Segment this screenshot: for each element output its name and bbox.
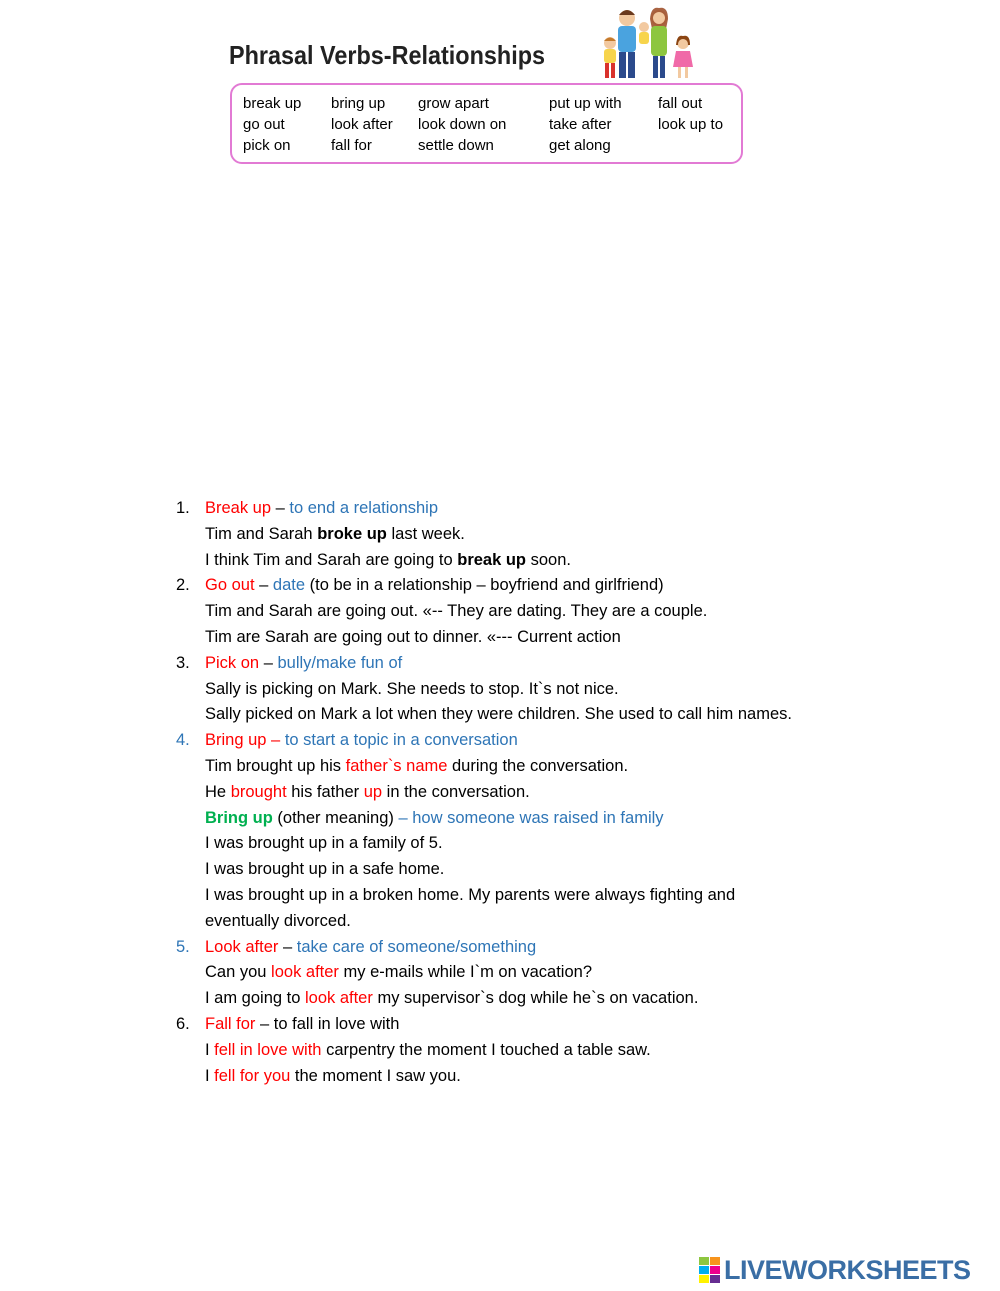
word-bank-item: look down on [418, 116, 507, 133]
word-bank-item: get along [549, 137, 611, 154]
logo-text: LIVEWORKSHEETS [724, 1254, 971, 1285]
word-bank-column [331, 93, 393, 156]
dash-separator: – [254, 576, 273, 595]
example-sentence: I was brought up in a family of 5. [205, 834, 443, 853]
definition: to start a topic in a conversation [284, 731, 518, 750]
word-bank-item: bring up [331, 95, 386, 112]
word-bank-item: put up with [549, 95, 622, 112]
example-sentence [176, 986, 876, 1012]
example-sentence: Tim are Sarah are going out to dinner. «--- Current action [205, 627, 621, 646]
definition: take care of someone/something [296, 937, 537, 956]
example-highlight: look after [304, 989, 373, 1008]
item-number: 6. [176, 1014, 190, 1033]
example-sentence [176, 522, 876, 548]
example-highlight: fell in love with [214, 1040, 322, 1059]
example-sentence: Tim and Sarah are going out. «-- They are dating. They are a couple. [205, 602, 708, 621]
word-bank-item: pick on [243, 137, 291, 154]
list-item-heading [176, 573, 876, 599]
example-text: I think Tim and Sarah are going to [205, 550, 458, 569]
example-text: soon. [526, 550, 571, 569]
example-text: Tim and Sarah [205, 524, 318, 543]
phrasal-verb-term: Bring up [205, 731, 267, 750]
example-text: I [205, 1066, 215, 1085]
example-sentence: I was brought up in a safe home. [205, 860, 445, 879]
example-text: my e-mails while I`m on vacation? [338, 963, 593, 982]
list-item-heading [176, 935, 876, 961]
dash-separator: – [278, 937, 297, 956]
example-sentence [176, 1038, 876, 1064]
word-bank-item: fall for [331, 137, 372, 154]
definition: date [272, 576, 306, 595]
definition: bully/make fun of [277, 653, 403, 672]
liveworksheets-logo[interactable] [699, 1255, 971, 1285]
example-sentence [176, 960, 876, 986]
alternate-meaning [176, 806, 876, 832]
example-highlight: broke up [317, 524, 387, 543]
example-highlight: up [363, 782, 383, 801]
word-bank-item: break up [243, 95, 302, 112]
phrasal-verb-term: Go out [205, 576, 255, 595]
list-item-heading [176, 651, 876, 677]
word-bank-item: look after [331, 116, 393, 133]
example-highlight: father`s name [345, 756, 448, 775]
alternate-term: Bring up [205, 808, 273, 827]
example-highlight: break up [457, 550, 527, 569]
phrasal-verb-list [176, 496, 876, 1089]
list-item-heading [176, 496, 876, 522]
example-sentence: Sally picked on Mark a lot when they were children. She used to call him names. [205, 705, 792, 724]
word-bank-item: settle down [418, 137, 494, 154]
family-illustration [597, 3, 703, 81]
alternate-note: (other meaning) [272, 808, 399, 827]
example-sentence [176, 1064, 876, 1090]
word-bank-column [658, 93, 723, 135]
dash-separator: – [266, 731, 285, 750]
example-sentence: I was brought up in a broken home. My parents were always fighting and [205, 885, 736, 904]
example-highlight: look after [271, 963, 339, 982]
item-number: 2. [176, 576, 190, 595]
list-item-heading [176, 1012, 876, 1038]
example-text: He [205, 782, 231, 801]
word-bank-column [418, 93, 506, 156]
example-text: in the conversation. [382, 782, 530, 801]
example-sentence: Sally is picking on Mark. She needs to stop. It`s not nice. [205, 679, 619, 698]
example-sentence [176, 780, 876, 806]
example-text: carpentry the moment I touched a table saw. [321, 1040, 651, 1059]
example-text: Can you [205, 963, 272, 982]
example-text: I [205, 1040, 215, 1059]
item-number: 3. [176, 653, 190, 672]
example-highlight: fell for you [214, 1066, 291, 1085]
example-text: the moment I saw you. [290, 1066, 461, 1085]
example-text: last week. [386, 524, 465, 543]
logo-mark-icon [699, 1257, 721, 1283]
item-number: 5. [176, 937, 190, 956]
word-bank-item: go out [243, 116, 285, 133]
word-bank-column [549, 93, 622, 156]
example-sentence [176, 754, 876, 780]
phrasal-verb-term: Look after [205, 937, 279, 956]
definition-note: (to be in a relationship – boyfriend and girlfriend) [305, 576, 664, 595]
word-bank-box [230, 83, 743, 164]
example-text: I am going to [205, 989, 305, 1008]
word-bank-column [243, 93, 301, 156]
list-item-heading [176, 728, 876, 754]
word-bank-item: take after [549, 116, 612, 133]
example-text: during the conversation. [447, 756, 629, 775]
definition: to fall in love with [273, 1014, 400, 1033]
phrasal-verb-term: Break up [205, 499, 272, 517]
dash-separator: – [259, 653, 278, 672]
dash-separator: – [255, 1014, 274, 1033]
definition: to end a relationship [289, 499, 439, 517]
alternate-definition: – how someone was raised in family [398, 808, 664, 827]
item-number: 1. [176, 499, 190, 517]
example-text: his father [286, 782, 364, 801]
page-title: Phrasal Verbs-Relationships [229, 40, 546, 70]
phrasal-verb-term: Pick on [205, 653, 260, 672]
example-highlight: brought [230, 782, 287, 801]
example-text: Tim brought up his [205, 756, 346, 775]
dash-separator: – [271, 499, 290, 517]
example-sentence: eventually divorced. [205, 911, 351, 930]
example-sentence [176, 548, 876, 574]
phrasal-verb-term: Fall for [205, 1014, 256, 1033]
word-bank-item: grow apart [418, 95, 489, 112]
example-text: my supervisor`s dog while he`s on vacation. [372, 989, 699, 1008]
word-bank-item: fall out [658, 95, 703, 112]
word-bank-item: look up to [658, 116, 724, 133]
item-number: 4. [176, 731, 190, 750]
